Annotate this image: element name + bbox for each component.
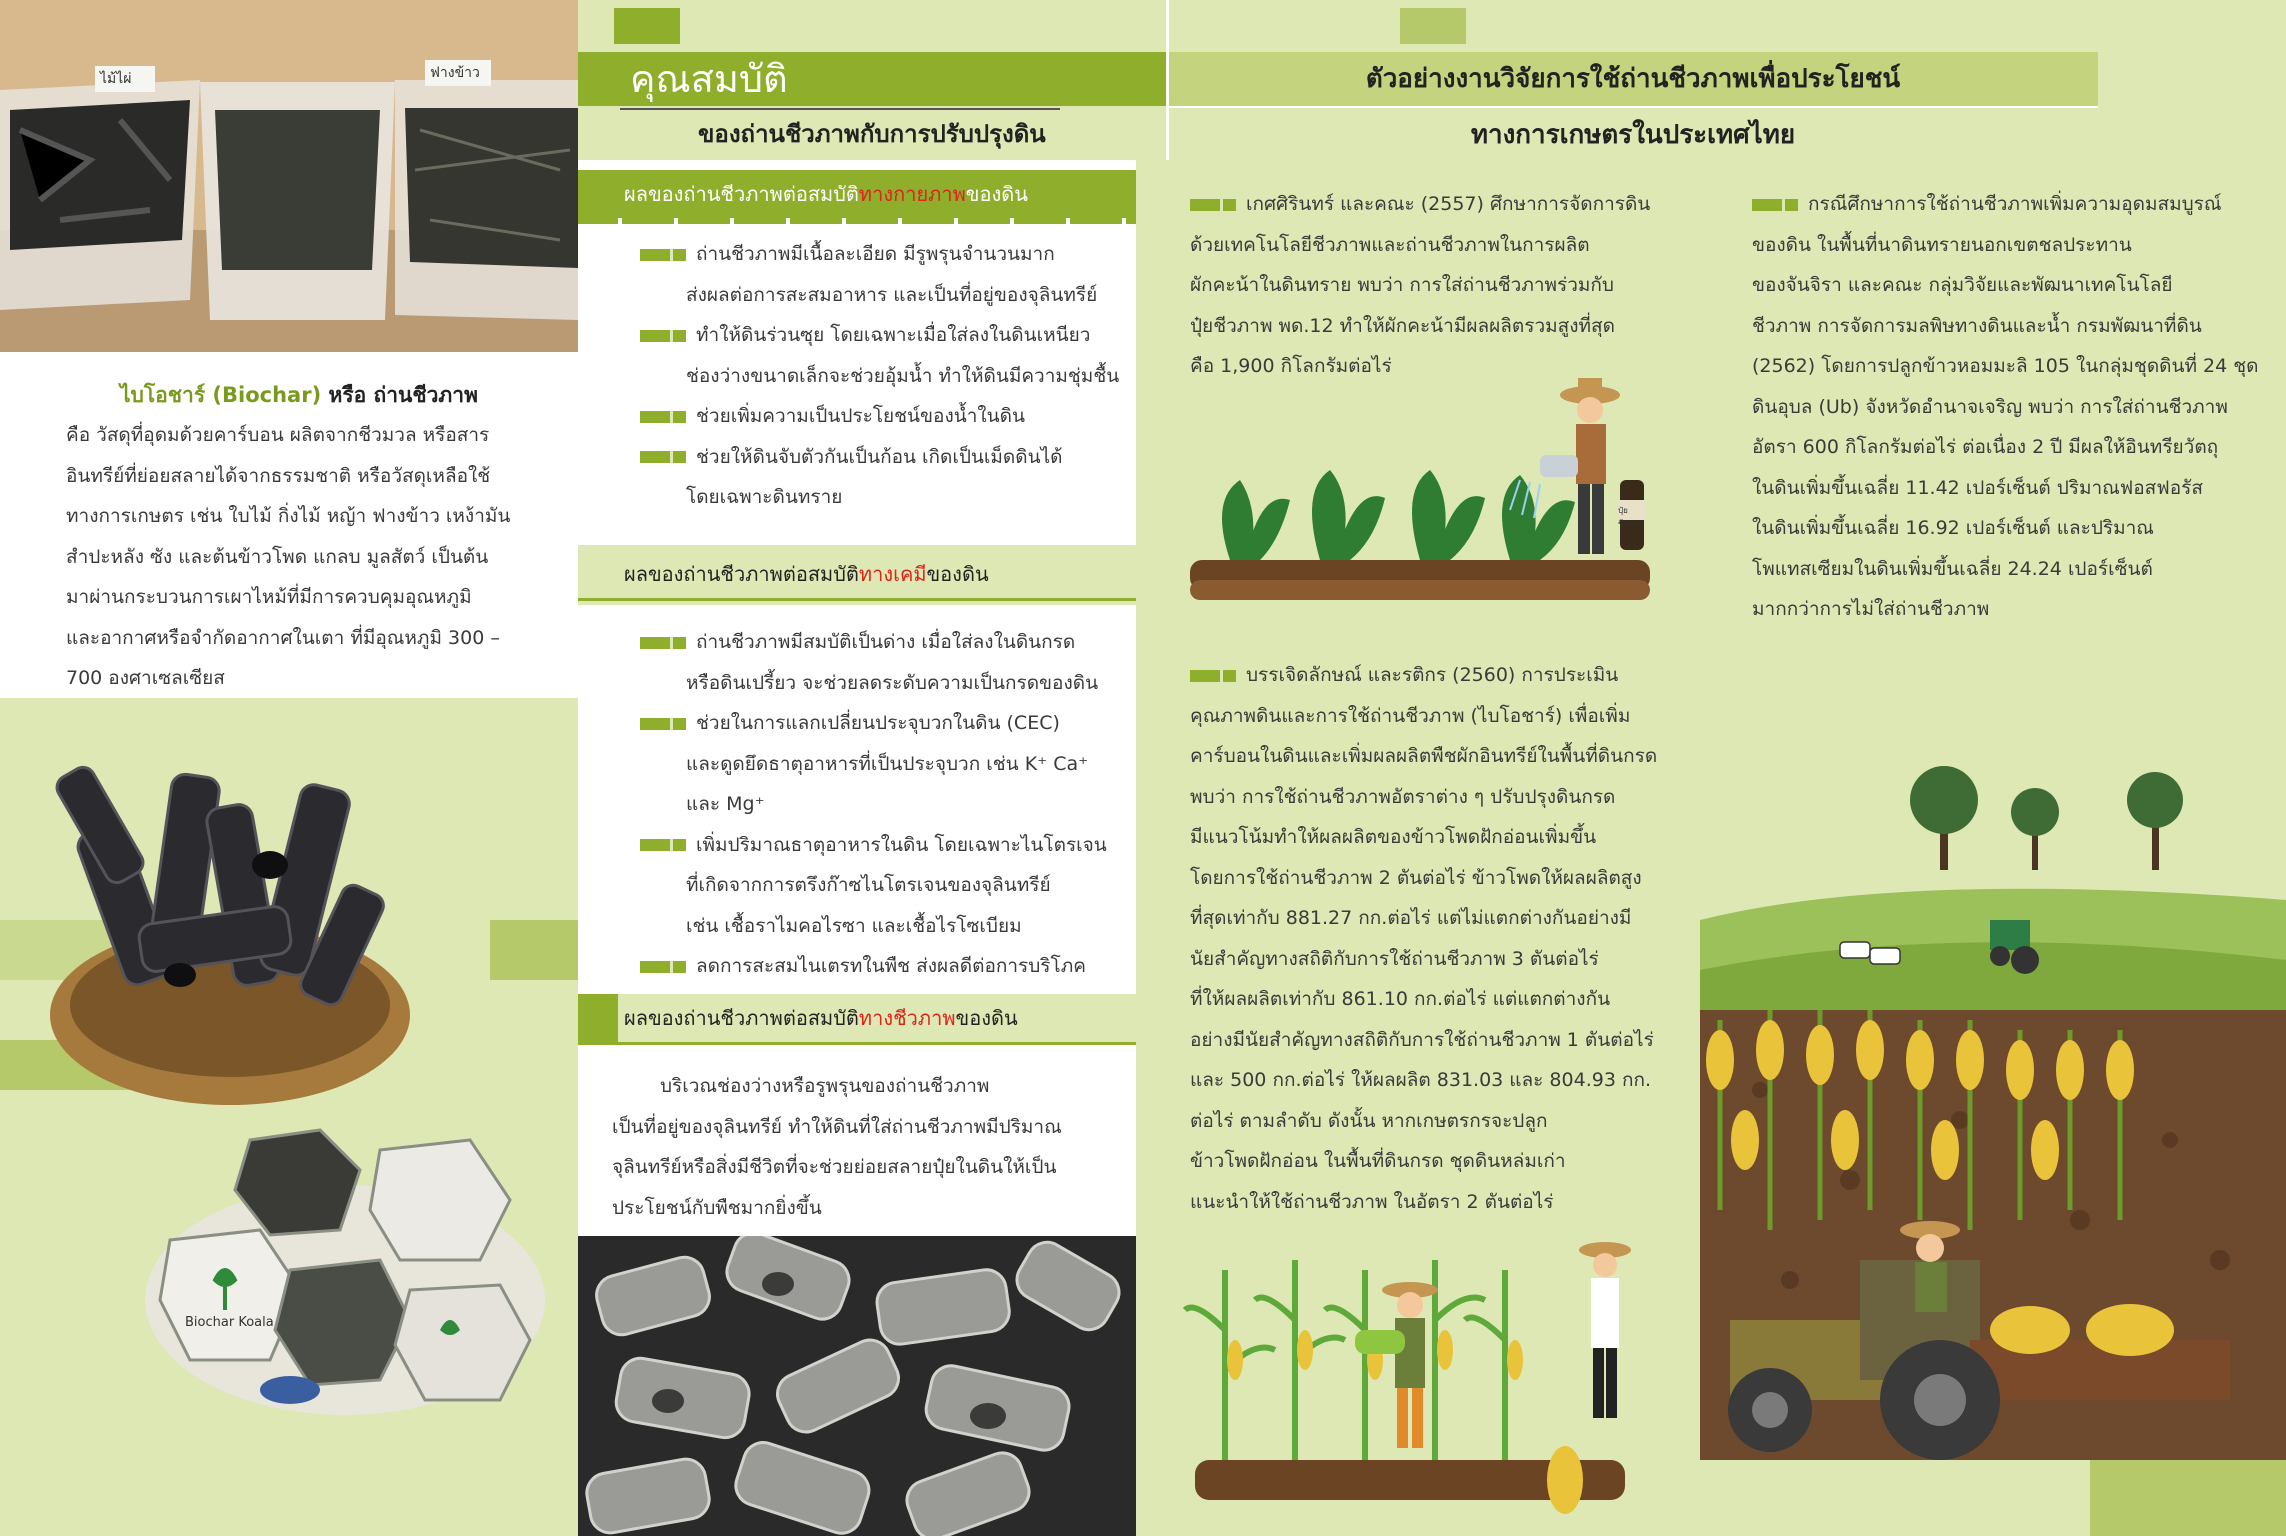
physical-list [640, 234, 1130, 518]
intro-line: มาผ่านกระบวนการเผาไหม้ที่มีการควบคุมอุณหภูมิ [66, 586, 472, 608]
bullet-bar [640, 249, 686, 261]
bullet-bar [640, 451, 686, 463]
bullet-bar [640, 961, 686, 973]
intro-heading [120, 375, 478, 416]
physical-item: ช่วยเพิ่มความเป็นประโยชน์ของน้ำในดิน [640, 396, 1130, 437]
intro-line: สำปะหลัง ซัง และต้นข้าวโพด แกลบ มูลสัตว์ เป็นต้น [66, 545, 489, 568]
header-left-subtitle: ของถ่านชีวภาพกับการปรับปรุงดิน [698, 120, 1046, 148]
biochar-jar-photo [140, 1120, 550, 1420]
research-1: เกศศิรินทร์ และคณะ (2557) ศึกษาการจัดการดิน ด้วยเทคโนโลยีชีวภาพและถ่านชีวภาพในการผลิต ผักคะน้าในดินทราย พบว่า การใส่ถ่านชีวภาพร่วมกับ ปุ๋ยชีวภาพ พด.12 ทำให้ผักคะน้ามีผลผลิตรวมสูงที่สุด คือ 1,900 กิโลกรัมต่อไร่ [1190, 193, 1651, 377]
biological-body: บริเวณช่องว่างหรือรูพรุนของถ่านชีวภาพ เป็นที่อยู่ของจุลินทรีย์ ทำให้ดินที่ใส่ถ่านชีวภาพมีปริมาณ จุลินทรีย์หรือสิ่งมีชีวิตที่จะช่วยย่อยสลายปุ๋ยในดินให้เป็น ประโยชน์กับพืชมากยิ่งขึ้น [612, 1075, 1062, 1219]
physical-item: ถ่านชีวภาพมีเนื้อละเอียด มีรูพรุนจำนวนมาก ส่งผลต่อการสะสมอาหาร และเป็นที่อยู่ของจุลินทรีย์ [640, 234, 1130, 315]
chemical-title-post: ของดิน [926, 562, 989, 586]
intro-joiner: หรือ ถ่านชีวภาพ [321, 383, 478, 407]
header-accent [614, 8, 680, 44]
bullet-bar [640, 718, 686, 730]
chemical-item: ลดการสะสมไนเตรทในพืช ส่งผลดีต่อการบริโภค [640, 946, 1130, 987]
bullet-bar [1190, 670, 1236, 682]
intro-line: ทางการเกษตร เช่น ใบไม้ กิ่งไม้ หญ้า ฟางข้าว เหง้ามัน [66, 505, 511, 527]
farm-tractor-illustration [1700, 760, 2286, 1460]
chemical-underline [578, 598, 1136, 601]
intro-line: คือ วัสดุที่อุดมด้วยคาร์บอน ผลิตจากชีวมวล หรือสาร [66, 424, 490, 446]
container-label-3: ฟางข้าว [430, 65, 480, 81]
corn-harvest-illustration [1165, 1210, 1665, 1530]
bullet-bar [640, 637, 686, 649]
bullet-bar [1752, 199, 1798, 211]
chemical-item: ถ่านชีวภาพมีสมบัติเป็นด่าง เมื่อใส่ลงในดินกรด หรือดินเปรี้ยว จะช่วยลดระดับความเป็นกรดของดิน [640, 622, 1130, 703]
chemical-title-pre: ผลของถ่านชีวภาพต่อสมบัติ [624, 562, 859, 586]
decor-block [490, 920, 578, 980]
biological-band-left [578, 994, 618, 1042]
physical-section-title [578, 170, 1136, 218]
intro-line: อินทรีย์ที่ย่อยสลายได้จากธรรมชาติ หรือวัสดุเหลือใช้ [66, 464, 491, 487]
chemical-list [640, 622, 1130, 987]
header-rule [1168, 106, 2098, 108]
bullet-bar [640, 411, 686, 423]
biological-section-title [578, 994, 1136, 1042]
header-right-subtitle: ทางการเกษตรในประเทศไทย [1470, 120, 1796, 150]
physical-stripe [578, 218, 1136, 224]
research-3: กรณีศึกษาการใช้ถ่านชีวภาพเพิ่มความอุดมสมบูรณ์ ของดิน ในพื้นที่นาดินทรายนอกเขตชลประทาน ของจันจิรา และคณะ กลุ่มวิจัยและพัฒนาเทคโนโลยี ชีวภาพ การจัดการมลพิษทางดินและน้ำ กรมพัฒนาที่ดิน (2562) โดยการปลูกข้าวหอมมะลิ 105 ในกลุ่มชุดดินที่ 24 ชุด ดินอุบล (Ub) จังหวัดอำนาจเจริญ พบว่า การใส่ถ่านชีวภาพ อัตรา 600 กิโลกรัมต่อไร่ ต่อเนื่อง 2 ปี มีผลให้อินทรียวัตถุ ในดินเพิ่มขึ้นเฉลี่ย 11.42 เปอร์เซ็นต์ ปริมาณฟอสฟอรัส ในดินเพิ่มขึ้นเฉลี่ย 16.92 เปอร์เซ็นต์ และปริมาณ โพแทสเซียมในดินเพิ่มขึ้นเฉลี่ย 24.24 เปอร์เซ็นต์ มากกว่าการไม่ใส่ถ่านชีวภาพ [1752, 193, 2259, 620]
physical-item: ทำให้ดินร่วนซุย โดยเฉพาะเมื่อใส่ลงในดินเหนียว ช่องว่างขนาดเล็กจะช่วยอุ้มน้ำ ทำให้ดินมีความชุ่มชื้น [640, 315, 1130, 396]
biological-title-highlight: ทางชีวภาพ [858, 1006, 956, 1030]
physical-title-post: ของดิน [965, 182, 1028, 206]
header-left-title: คุณสมบัติ [630, 57, 788, 101]
charcoal-basket-photo [40, 715, 420, 1115]
biological-title-pre: ผลของถ่านชีวภาพต่อสมบัติ [624, 1006, 859, 1030]
intro-line: 700 องศาเซลเซียส [66, 667, 225, 689]
biochar-containers-photo [0, 0, 578, 352]
chemical-item: ช่วยในการแลกเปลี่ยนประจุบวกในดิน (CEC) และดูดยึดธาตุอาหารที่เป็นประจุบวก เช่น K⁺ Ca⁺ และ Mg⁺ [640, 703, 1130, 825]
kale-watering-illustration [1190, 370, 1670, 620]
header-rule [620, 108, 1060, 110]
chemical-item: เพิ่มปริมาณธาตุอาหารในดิน โดยเฉพาะไนโตรเจน ที่เกิดจากการตรึงก๊าซไนโตรเจนของจุลินทรีย์ เช่น เชื้อราไมคอไรซา และเชื้อไรโซเบียม [640, 825, 1130, 947]
biological-title-post: ของดิน [955, 1006, 1018, 1030]
physical-item: ช่วยให้ดินจับตัวกันเป็นก้อน เกิดเป็นเม็ดดินได้ โดยเฉพาะดินทราย [640, 437, 1130, 518]
intro-body [66, 415, 566, 699]
bullet-bar [1190, 199, 1236, 211]
header-right-title: ตัวอย่างงานวิจัยการใช้ถ่านชีวภาพเพื่อประโยชน์ [1365, 64, 1901, 94]
chemical-title-highlight: ทางเคมี [858, 562, 927, 586]
charcoal-pile-photo [578, 1236, 1136, 1536]
bullet-bar [640, 839, 686, 851]
bullet-bar [640, 330, 686, 342]
intro-term: ไบโอชาร์ (Biochar) [120, 383, 322, 407]
physical-title-highlight: ทางกายภาพ [858, 182, 966, 206]
bottle-label: ปุ๋ยชีวภาพ [1618, 506, 1643, 528]
jar-label: Biochar Koala [185, 1315, 274, 1330]
biological-underline [578, 1042, 1136, 1045]
physical-title-pre: ผลของถ่านชีวภาพต่อสมบัติ [624, 182, 859, 206]
intro-line: และอากาศหรือจำกัดอากาศในเตา ที่มีอุณหภูมิ 300 – [66, 626, 500, 649]
container-label-1: ไม้ไผ่ [100, 71, 132, 87]
research-2: บรรเจิดลักษณ์ และรติกร (2560) การประเมิน คุณภาพดินและการใช้ถ่านชีวภาพ (ไบโอชาร์) เพื่อเพิ่ม คาร์บอนในดินและเพิ่มผลผลิตพืชผักอินทรีย์ในพื้นที่ดินกรด พบว่า การใช้ถ่านชีวภาพอัตราต่าง ๆ ปรับปรุงดินกรด มีแนวโน้มทำให้ผลผลิตของข้าวโพดฝักอ่อนเพิ่มขึ้น โดยการใช้ถ่านชีวภาพ 2 ตันต่อไร่ ข้าวโพดให้ผลผลิตสูง ที่สุดเท่ากับ 881.27 กก.ต่อไร่ แต่ไม่แตกต่างกันอย่างมี นัยสำคัญทางสถิติกับการใช้ถ่านชีวภาพ 3 ตันต่อไร่ ที่ให้ผลผลิตเท่ากับ 861.10 กก.ต่อไร่ แต่แตกต่างกัน อย่างมีนัยสำคัญทางสถิติกับการใช้ถ่านชีวภาพ 1 ตันต่อไร่ และ 500 กก.ต่อไร่ ให้ผลผลิต 831.03 และ 804.93 กก. ต่อไร่ ตามลำดับ ดังนั้น หากเกษตรกรจะปลูก ข้าวโพดฝักอ่อน ในพื้นที่ดินกรด ชุดดินหล่มเก่า แนะนำให้ใช้ถ่านชีวภาพ ในอัตรา 2 ตันต่อไร่ [1190, 664, 1658, 1213]
chemical-section-title [578, 550, 1136, 598]
header-accent [1400, 8, 1466, 44]
